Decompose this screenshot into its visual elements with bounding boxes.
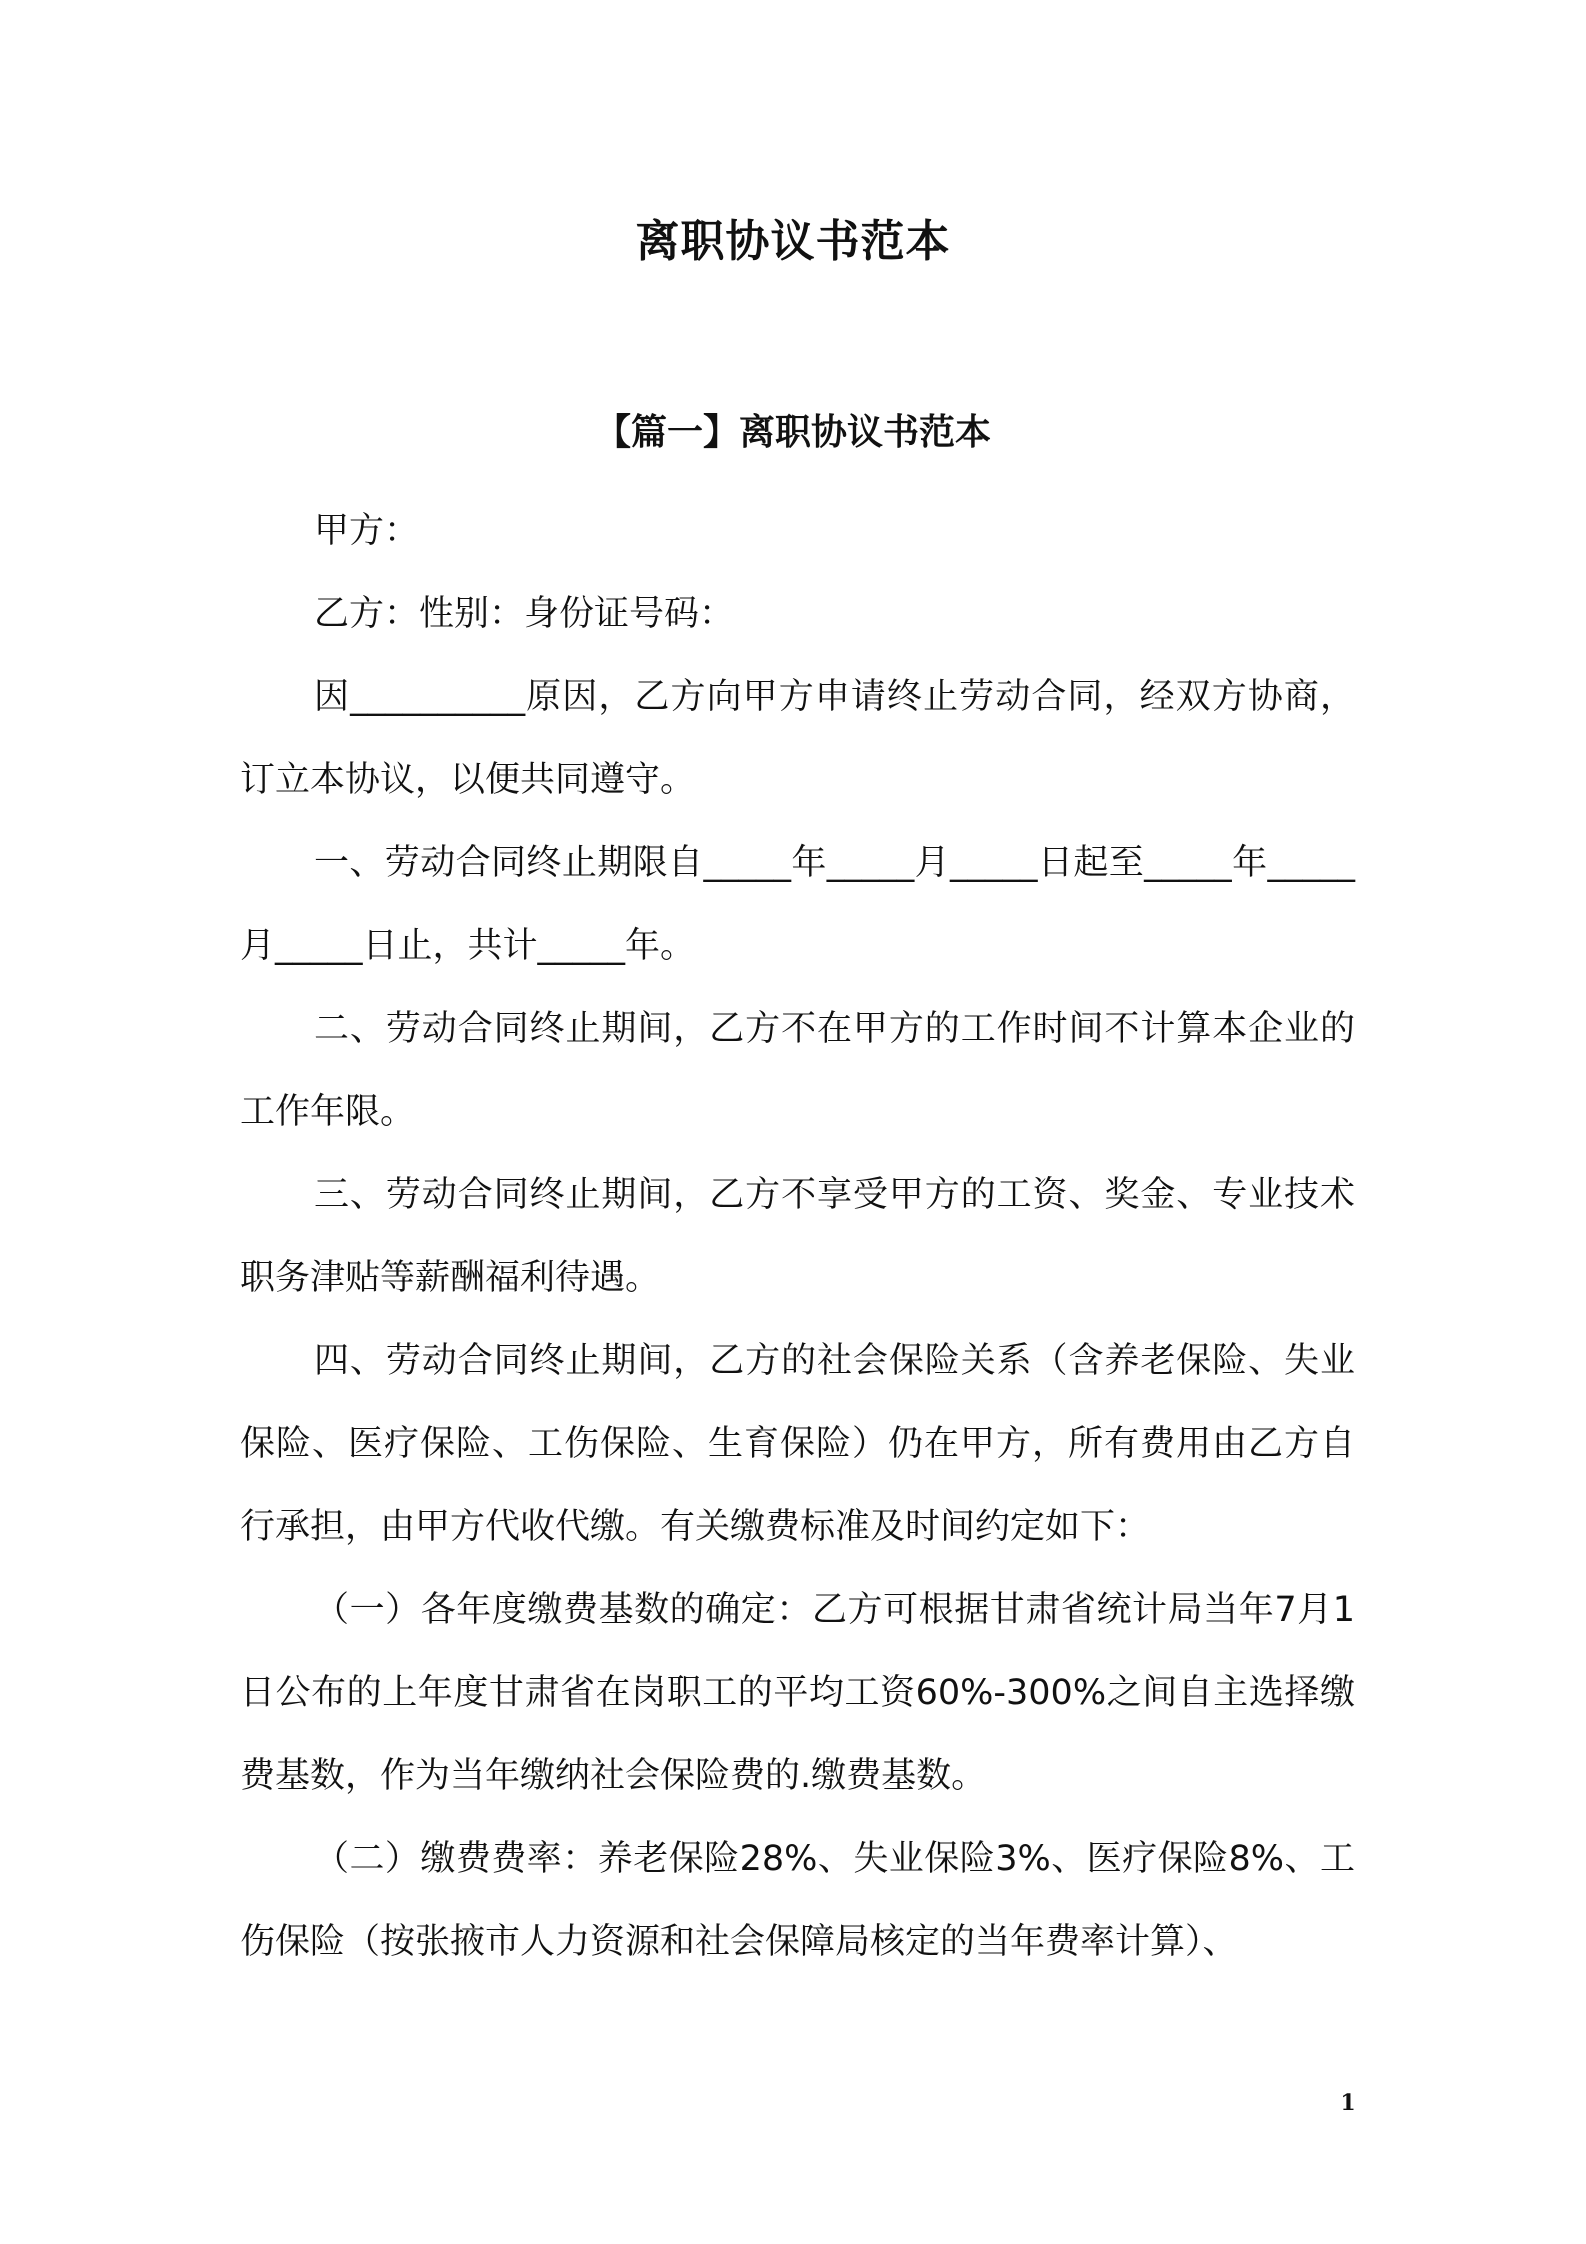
page-number: 1: [1340, 2090, 1356, 2116]
paragraph-party-a: 甲方：: [314, 511, 420, 551]
paragraph-clause-2: 二、劳动合同终止期间，乙方不在甲方的工作时间不计算本企业的工作年限。: [240, 1009, 1355, 1132]
paragraph-party-b: 乙方：性别：身份证号码：: [314, 594, 735, 634]
document-body: [240, 490, 1355, 1984]
section-title: 【篇一】离职协议书范本: [594, 412, 991, 453]
paragraph-clause-4: 四、劳动合同终止期间，乙方的社会保险关系（含养老保险、失业保险、医疗保险、工伤保险、生育保险）仍在甲方，所有费用由乙方自行承担，由甲方代收代缴。有关缴费标准及时间约定如下：: [240, 1341, 1355, 1547]
paragraph-subclause-1: （一）各年度缴费基数的确定：乙方可根据甘肃省统计局当年7月1日公布的上年度甘肃省在岗职工的平均工资60%-300%之间自主选择缴费基数，作为当年缴纳社会保险费的.缴费基数。: [240, 1590, 1355, 1796]
paragraph-subclause-2: （二）缴费费率：养老保险28%、失业保险3%、医疗保险8%、工伤保险（按张掖市人力资源和社会保障局核定的当年费率计算）、: [240, 1839, 1355, 1962]
paragraph-clause-1: 一、劳动合同终止期限自_____年_____月_____日起至_____年_____月_____日止，共计_____年。: [240, 843, 1355, 966]
document-title: 离职协议书范本: [635, 216, 951, 267]
paragraph-clause-3: 三、劳动合同终止期间，乙方不享受甲方的工资、奖金、专业技术职务津贴等薪酬福利待遇。: [240, 1175, 1355, 1298]
paragraph-reason: 因__________原因，乙方向甲方申请终止劳动合同，经双方协商，订立本协议，以便共同遵守。: [240, 677, 1355, 800]
